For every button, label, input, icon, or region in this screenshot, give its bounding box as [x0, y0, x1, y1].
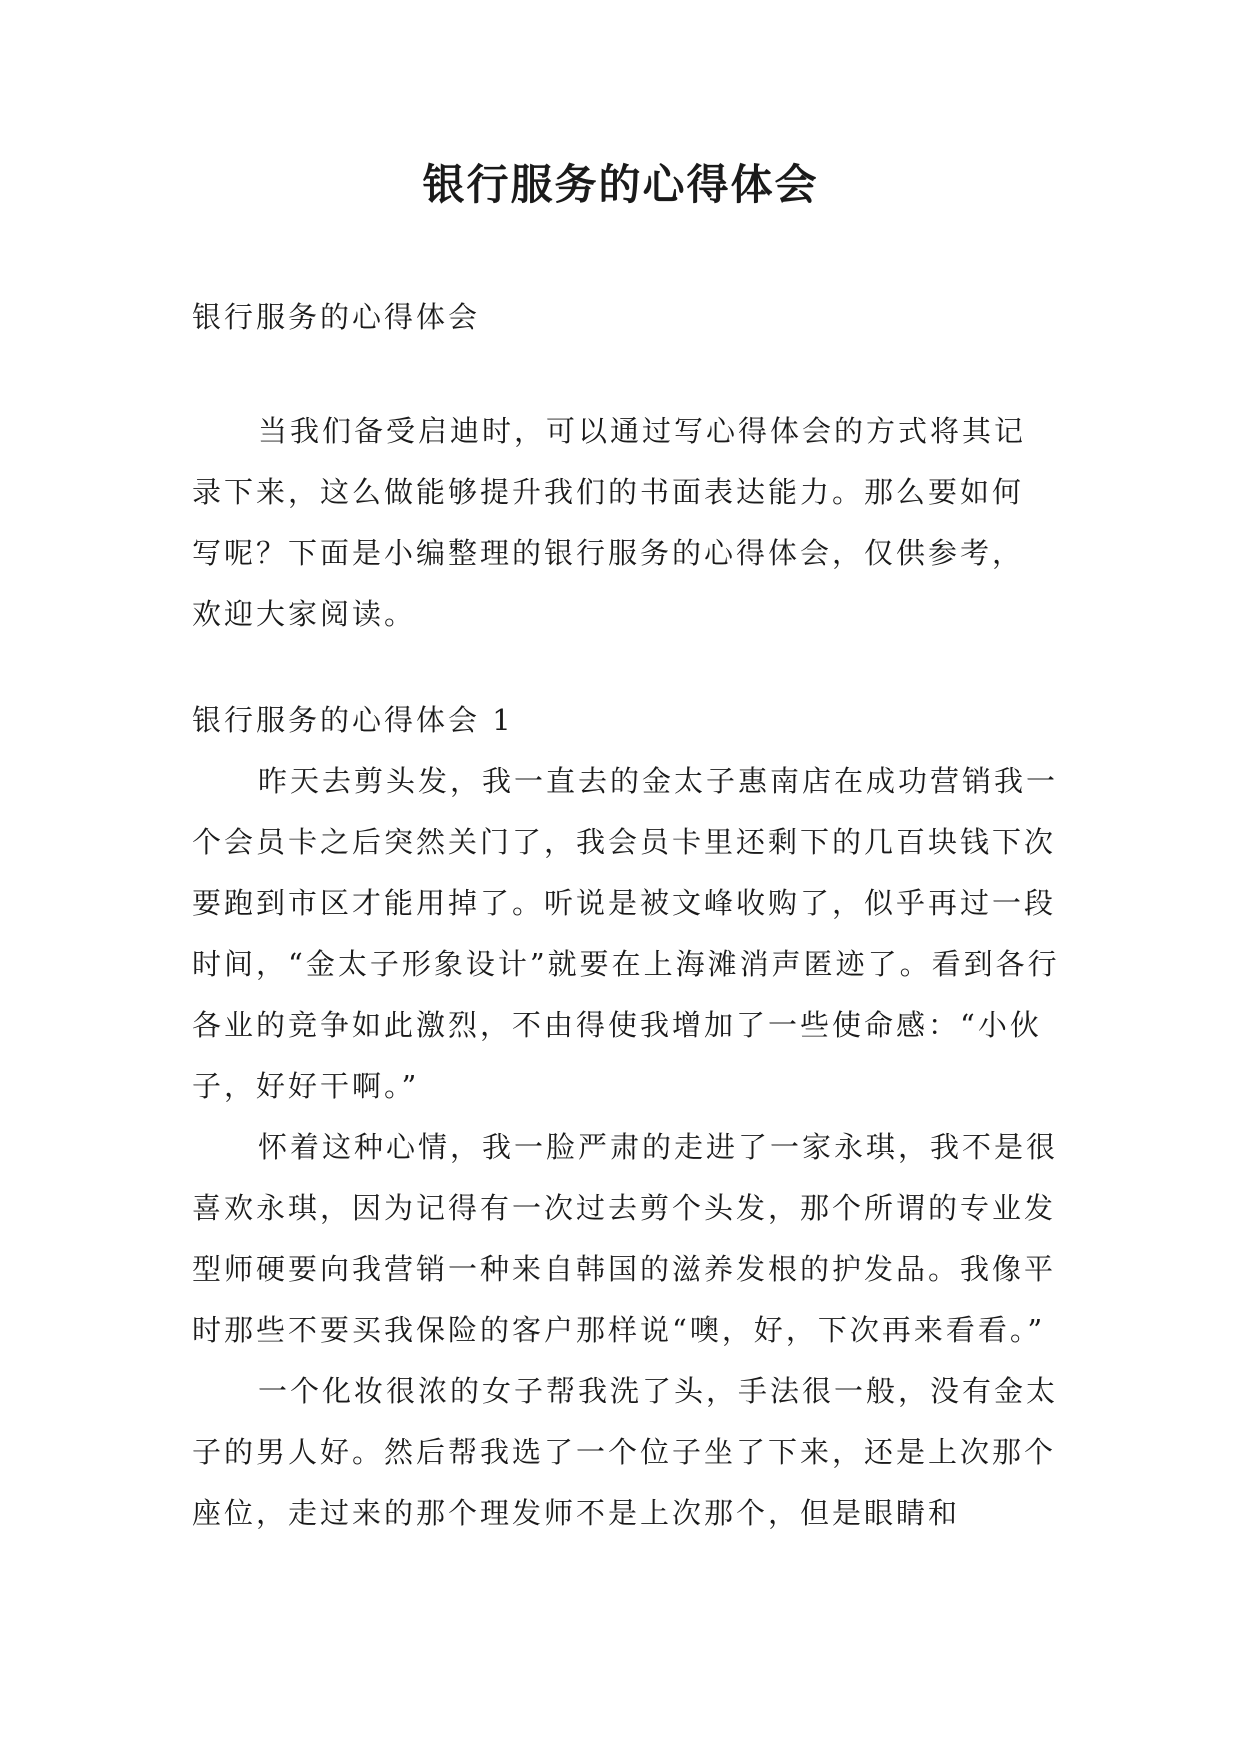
section-1 — [192, 690, 1072, 1544]
body-paragraph: 一个化妆很浓的女子帮我洗了头，手法很一般，没有金太子的男人好。然后帮我选了一个位子坐了下来，还是上次那个座位，走过来的那个理发师不是上次那个，但是眼睛和 — [192, 1374, 1059, 1530]
document-title: 银行服务的心得体会 — [422, 160, 819, 209]
section-heading: 银行服务的心得体会 1 — [192, 703, 514, 737]
body-paragraph: 昨天去剪头发，我一直去的金太子惠南店在成功营销我一个会员卡之后突然关门了，我会员卡里还剩下的几百块钱下次要跑到市区才能用掉了。听说是被文峰收购了，似乎再过一段时间，“金太子形象设计”就要在上海滩消声匿迹了。看到各行各业的竞争如此激烈，不由得使我增加了一些使命感：“小伙子，好好干啊。” — [192, 764, 1060, 1103]
document-subtitle: 银行服务的心得体会 — [192, 300, 481, 334]
body-paragraph: 怀着这种心情，我一脸严肃的走进了一家永琪，我不是很喜欢永琪，因为记得有一次过去剪个头发，那个所谓的专业发型师硬要向我营销一种来自韩国的滋养发根的护发品。我像平时那些不要买我保险的客户那样说“噢，好，下次再来看看。” — [192, 1130, 1059, 1347]
intro-paragraph: 当我们备受启迪时，可以通过写心得体会的方式将其记录下来，这么做能够提升我们的书面表达能力。那么要如何写呢？下面是小编整理的银行服务的心得体会，仅供参考，欢迎大家阅读。 — [192, 414, 1027, 631]
